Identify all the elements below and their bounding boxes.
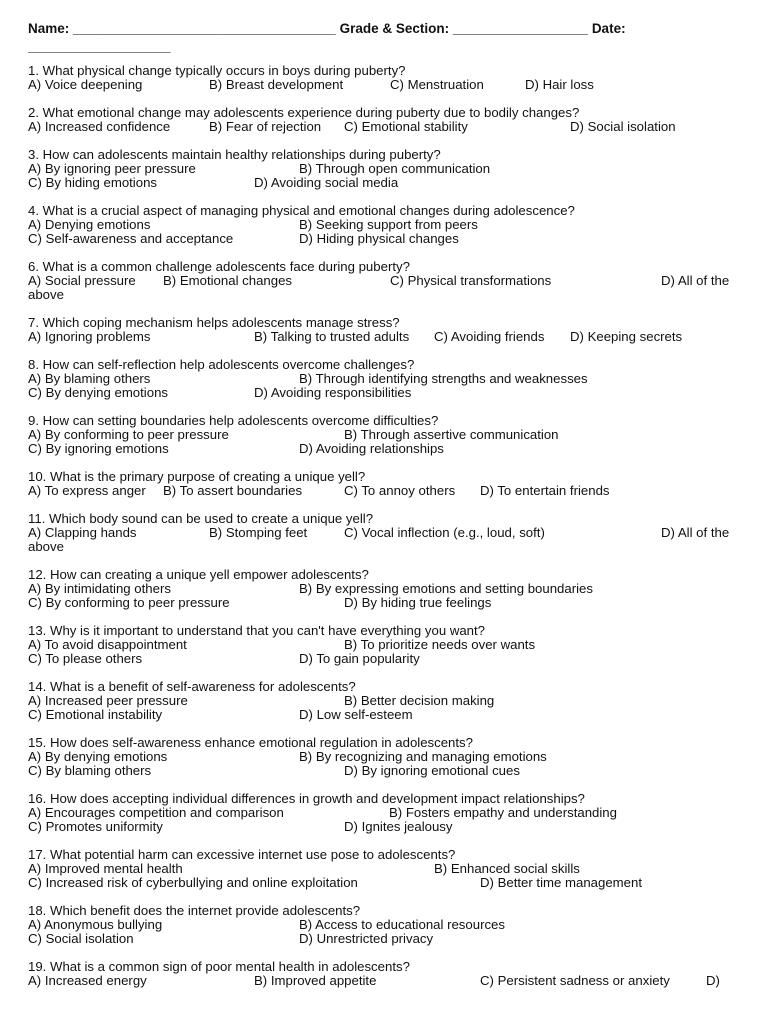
option-c[interactable]: C) Increased risk of cyberbullying and online exploitation (28, 875, 358, 890)
option-a[interactable]: A) To avoid disappointment (28, 637, 187, 652)
option-a[interactable]: A) By conforming to peer pressure (28, 427, 229, 442)
question-text: 2. What emotional change may adolescents experience during puberty due to bodily changes? (28, 105, 580, 120)
option-a[interactable]: A) By ignoring peer pressure (28, 161, 196, 176)
option-d[interactable]: D) To gain popularity (299, 651, 420, 666)
option-d[interactable]: D) All of the (661, 273, 730, 288)
grade-section-label: Grade & Section: (339, 21, 450, 36)
question-6 (28, 260, 748, 302)
question-text: 11. Which body sound can be used to create a unique yell? (28, 511, 374, 526)
question-12 (28, 568, 748, 610)
option-d[interactable]: D) Keeping secrets (570, 329, 683, 344)
question-text: 17. What potential harm can excessive internet use pose to adolescents? (28, 847, 456, 862)
question-4 (28, 204, 748, 246)
option-c[interactable]: C) By hiding emotions (28, 175, 158, 190)
option-a[interactable]: A) Encourages competition and comparison (28, 805, 284, 820)
option-c[interactable]: C) By denying emotions (28, 385, 169, 400)
option-d[interactable]: D) Ignites jealousy (344, 819, 453, 834)
option-c[interactable]: C) By blaming others (28, 763, 152, 778)
option-d-continued: above (28, 287, 64, 302)
question-text: 1. What physical change typically occurs in boys during puberty? (28, 63, 406, 78)
question-13 (28, 624, 748, 666)
question-text: 18. Which benefit does the internet provide adolescents? (28, 903, 361, 918)
grade-section-field[interactable]: __________________ (452, 21, 589, 36)
option-a[interactable]: A) To express anger (28, 483, 146, 498)
question-text: 16. How does accepting individual differences in growth and development impact relationships? (28, 791, 585, 806)
option-d[interactable]: D) By ignoring emotional cues (344, 763, 520, 778)
option-c[interactable]: C) To please others (28, 651, 143, 666)
date-label: Date: (591, 21, 626, 36)
option-a[interactable]: A) Anonymous bullying (28, 917, 163, 932)
option-c[interactable]: C) By ignoring emotions (28, 441, 169, 456)
option-a[interactable]: A) By denying emotions (28, 749, 168, 764)
option-a[interactable]: A) Voice deepening (28, 77, 143, 92)
option-c[interactable]: C) Vocal inflection (e.g., loud, soft) (344, 525, 545, 540)
question-text: 8. How can self-reflection help adolescents overcome challenges? (28, 357, 415, 372)
option-a[interactable]: A) Denying emotions (28, 217, 151, 232)
question-text: 19. What is a common sign of poor mental health in adolescents? (28, 959, 410, 974)
option-b[interactable]: B) By expressing emotions and setting boundaries (299, 581, 593, 596)
option-a[interactable]: A) Clapping hands (28, 525, 137, 540)
option-d[interactable]: D) Hair loss (525, 77, 594, 92)
question-text: 6. What is a common challenge adolescents face during puberty? (28, 259, 410, 274)
option-a[interactable]: A) By intimidating others (28, 581, 171, 596)
option-d[interactable]: D) Low self-esteem (299, 707, 413, 722)
question-text: 7. Which coping mechanism helps adolescents manage stress? (28, 315, 400, 330)
question-9 (28, 414, 748, 456)
option-b[interactable]: B) Stomping feet (209, 525, 308, 540)
question-text: 4. What is a crucial aspect of managing physical and emotional changes during adolescence? (28, 203, 575, 218)
option-b[interactable]: B) Fear of rejection (209, 119, 322, 134)
option-b[interactable]: B) Through identifying strengths and weaknesses (299, 371, 588, 386)
question-17 (28, 848, 748, 890)
option-d-continued: above (28, 539, 64, 554)
option-c[interactable]: C) To annoy others (344, 483, 456, 498)
option-d[interactable]: D) Avoiding social media (254, 175, 399, 190)
question-18 (28, 904, 748, 946)
question-text: 9. How can setting boundaries help adolescents overcome difficulties? (28, 413, 439, 428)
option-c[interactable]: C) Physical transformations (390, 273, 552, 288)
option-b[interactable]: B) Emotional changes (163, 273, 293, 288)
date-field[interactable]: ___________________ (28, 39, 171, 54)
option-b[interactable]: B) By recognizing and managing emotions (299, 749, 547, 764)
option-d[interactable]: D) Better time management (480, 875, 642, 890)
option-c[interactable]: C) By conforming to peer pressure (28, 595, 230, 610)
option-a[interactable]: A) By blaming others (28, 371, 151, 386)
option-d[interactable]: D) All of the (661, 525, 730, 540)
question-text: 13. Why is it important to understand that you can't have everything you want? (28, 623, 486, 638)
option-d[interactable]: D) Social isolation (570, 119, 676, 134)
name-field[interactable]: ___________________________________ (73, 21, 336, 36)
option-c[interactable]: C) Emotional instability (28, 707, 163, 722)
option-d[interactable]: D) Avoiding relationships (299, 441, 444, 456)
option-c[interactable]: C) Self-awareness and acceptance (28, 231, 234, 246)
option-b[interactable]: B) Seeking support from peers (299, 217, 478, 232)
option-a[interactable]: A) Social pressure (28, 273, 136, 288)
option-a[interactable]: A) Increased confidence (28, 119, 171, 134)
option-b[interactable]: B) Through assertive communication (344, 427, 559, 442)
option-c[interactable]: C) Persistent sadness or anxiety (480, 973, 670, 988)
option-b[interactable]: B) Through open communication (299, 161, 491, 176)
option-b[interactable]: B) Talking to trusted adults (254, 329, 410, 344)
option-b[interactable]: B) Access to educational resources (299, 917, 505, 932)
option-a[interactable]: A) Increased peer pressure (28, 693, 188, 708)
name-label: Name: (28, 21, 70, 36)
question-text: 10. What is the primary purpose of creating a unique yell? (28, 469, 366, 484)
question-11 (28, 512, 748, 554)
question-19 (28, 960, 748, 988)
question-3 (28, 148, 748, 190)
option-b[interactable]: B) Fosters empathy and understanding (389, 805, 617, 820)
option-a[interactable]: A) Increased energy (28, 973, 147, 988)
option-c[interactable]: C) Social isolation (28, 931, 134, 946)
question-text: 3. How can adolescents maintain healthy relationships during puberty? (28, 147, 441, 162)
question-16 (28, 792, 748, 834)
option-b[interactable]: B) To prioritize needs over wants (344, 637, 536, 652)
option-d[interactable]: D) (706, 973, 720, 988)
option-b[interactable]: B) Improved appetite (254, 973, 377, 988)
option-d[interactable]: D) To entertain friends (480, 483, 610, 498)
option-c[interactable]: C) Promotes uniformity (28, 819, 163, 834)
option-b[interactable]: B) Enhanced social skills (434, 861, 580, 876)
worksheet-header (28, 20, 743, 56)
question-15 (28, 736, 748, 778)
question-14 (28, 680, 748, 722)
option-b[interactable]: B) Breast development (209, 77, 344, 92)
question-10 (28, 470, 748, 498)
question-text: 15. How does self-awareness enhance emotional regulation in adolescents? (28, 735, 473, 750)
option-d[interactable]: D) Hiding physical changes (299, 231, 459, 246)
option-b[interactable]: B) Better decision making (344, 693, 495, 708)
option-d[interactable]: D) Avoiding responsibilities (254, 385, 412, 400)
question-text: 12. How can creating a unique yell empower adolescents? (28, 567, 369, 582)
option-c[interactable]: C) Emotional stability (344, 119, 468, 134)
question-text: 14. What is a benefit of self-awareness for adolescents? (28, 679, 356, 694)
option-a[interactable]: A) Improved mental health (28, 861, 183, 876)
option-d[interactable]: D) By hiding true feelings (344, 595, 492, 610)
option-d[interactable]: D) Unrestricted privacy (299, 931, 434, 946)
question-1 (28, 64, 748, 92)
option-c[interactable]: C) Avoiding friends (434, 329, 545, 344)
option-b[interactable]: B) To assert boundaries (163, 483, 303, 498)
option-c[interactable]: C) Menstruation (390, 77, 484, 92)
question-8 (28, 358, 748, 400)
question-7 (28, 316, 748, 344)
option-a[interactable]: A) Ignoring problems (28, 329, 151, 344)
question-2 (28, 106, 748, 134)
